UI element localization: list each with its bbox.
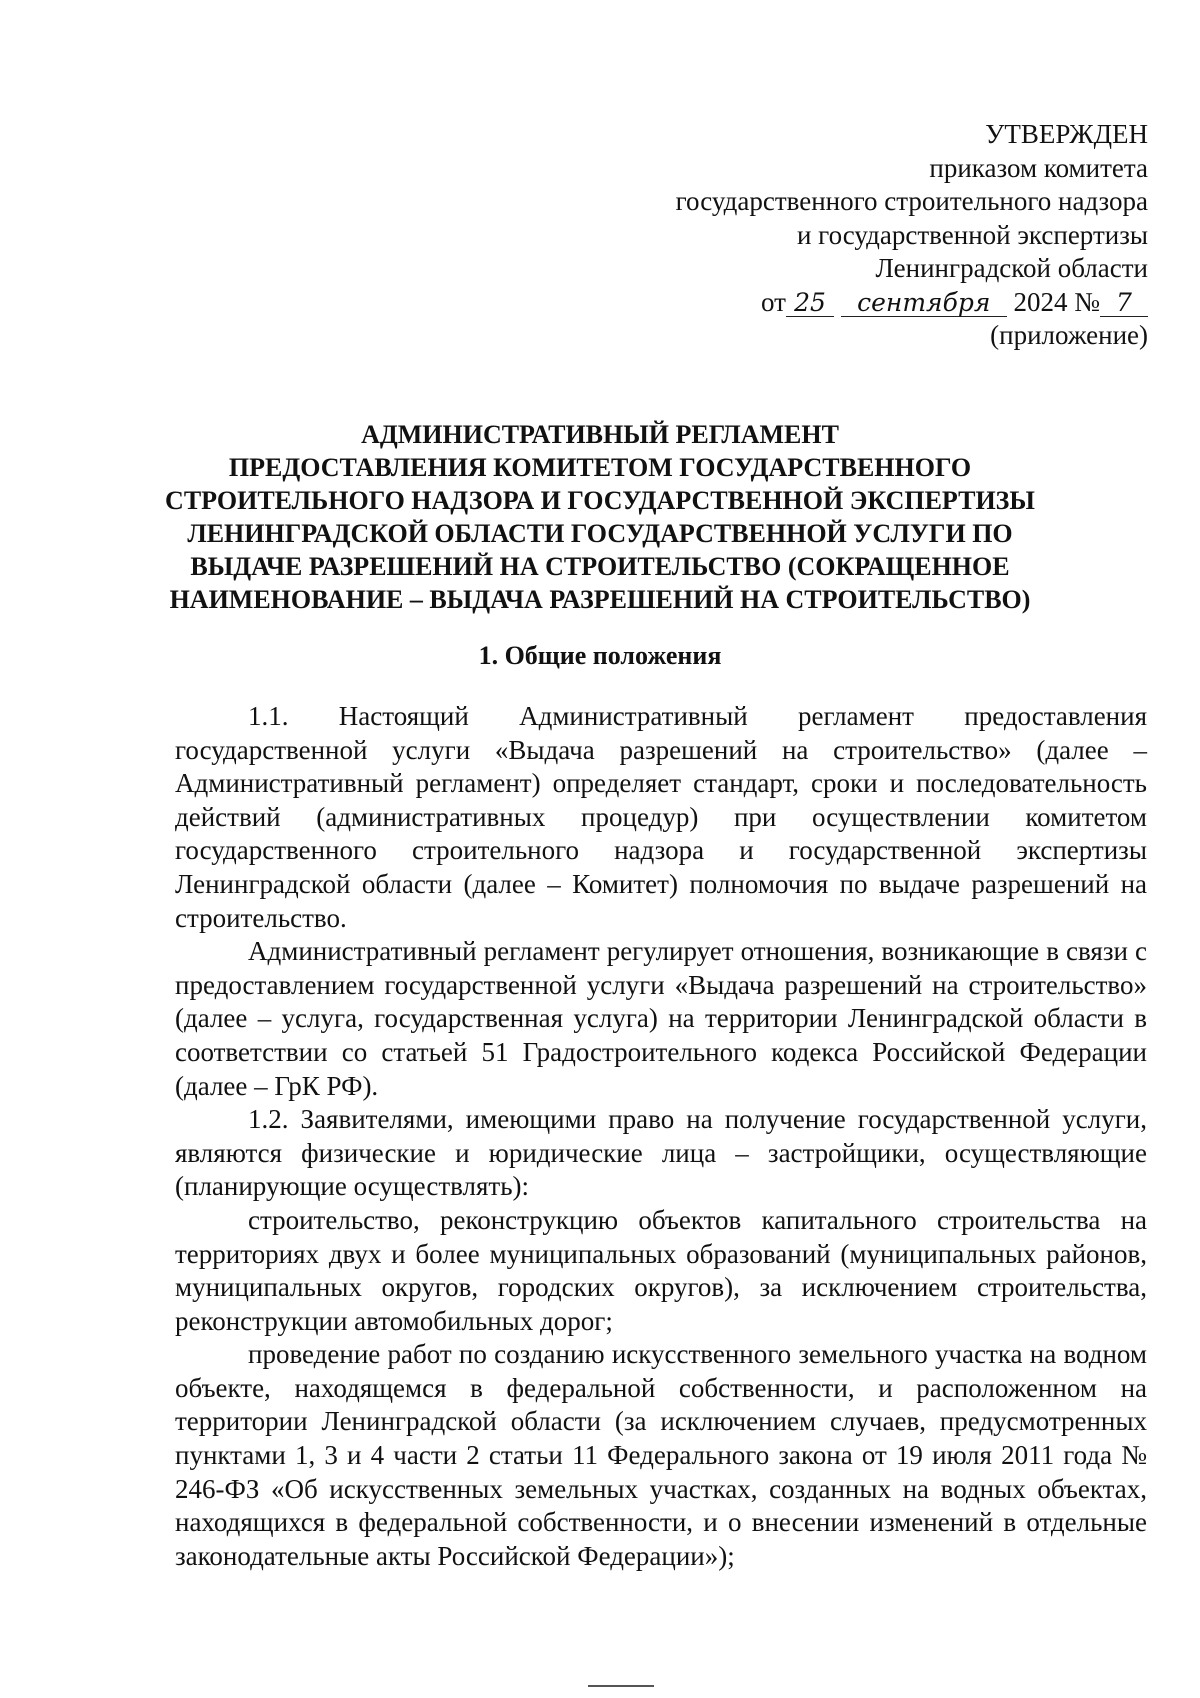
title-line: ПРЕДОСТАВЛЕНИЯ КОМИТЕТОМ ГОСУДАРСТВЕННОГО bbox=[228, 453, 972, 482]
paragraph: Административный регламент регулирует отношения, возникающие в связи с предоставлением государственной услуги «Выдача разрешений на строительство» (далее – услуга, государственная услуга) на территории Ленинградской области в соответствии со статьей 51 Градостроительного кодекса Российской Федерации (далее – ГрК РФ). bbox=[175, 936, 1147, 1101]
title-line: ВЫДАЧЕ РАЗРЕШЕНИЙ НА СТРОИТЕЛЬСТВО (СОКРАЩЕННОЕ bbox=[190, 552, 1010, 581]
approval-note: (приложение) bbox=[990, 320, 1148, 350]
handwritten-day: 25 bbox=[786, 290, 834, 317]
handwritten-month: сентября bbox=[841, 290, 1007, 317]
approval-date-line bbox=[676, 286, 1148, 320]
approval-line: и государственной экспертизы bbox=[796, 219, 1148, 250]
paragraph: 1.2. Заявителями, имеющими право на получение государственной услуги, являются физические и юридические лица – застройщики, осуществляющие (планирующие осуществлять): bbox=[175, 1104, 1147, 1202]
handwritten-doc-number: 7 bbox=[1100, 290, 1148, 317]
page-footer-mark bbox=[588, 1685, 654, 1691]
document-body bbox=[175, 700, 1147, 1573]
date-year-number-label: 2024 № bbox=[1013, 286, 1100, 317]
approval-block bbox=[676, 118, 1148, 353]
approval-line: приказом комитета bbox=[929, 152, 1148, 183]
document-title bbox=[60, 418, 1140, 616]
paragraph: 1.1. Настоящий Административный регламент предоставления государственной услуги «Выдача разрешений на строительство» (далее – Административный регламент) определяет стандарт, сроки и последовательность действий (административных процедур) при осуществлении комитетом государственного строительного надзора и государственной экспертизы Ленинградской области (далее – Комитет) полномочия по выдаче разрешений на строительство. bbox=[175, 701, 1147, 933]
section-heading: 1. Общие положения bbox=[478, 641, 722, 670]
title-line: ЛЕНИНГРАДСКОЙ ОБЛАСТИ ГОСУДАРСТВЕННОЙ УСЛУГИ ПО bbox=[187, 519, 1013, 548]
title-line: АДМИНИСТРАТИВНЫЙ РЕГЛАМЕНТ bbox=[361, 420, 839, 449]
paragraph: строительство, реконструкцию объектов капитального строительства на территориях двух и более муниципальных образований (муниципальных районов, муниципальных округов, городских округов), за исключением строительства, реконструкции автомобильных дорог; bbox=[175, 1204, 1147, 1336]
approval-line: государственного строительного надзора bbox=[675, 186, 1148, 216]
title-line: СТРОИТЕЛЬНОГО НАДЗОРА И ГОСУДАРСТВЕННОЙ ЭКСПЕРТИЗЫ bbox=[165, 486, 1035, 515]
approval-title: УТВЕРЖДЕН bbox=[985, 119, 1148, 149]
approval-line: Ленинградской области bbox=[875, 253, 1148, 283]
title-line: НАИМЕНОВАНИЕ – ВЫДАЧА РАЗРЕШЕНИЙ НА СТРОИТЕЛЬСТВО) bbox=[169, 585, 1031, 614]
date-prefix: от bbox=[761, 286, 786, 317]
paragraph: проведение работ по созданию искусственного земельного участка на водном объекте, находящемся в федеральной собственности, и расположенном на территории Ленинградской области (за исключением случаев, предусмотренных пунктами 1, 3 и 4 части 2 статьи 11 Федерального закона от 19 июля 2011 года № 246-ФЗ «Об искусственных земельных участках, созданных на водных объектах, находящихся в федеральной собственности, и о внесении изменений в отдельные законодательные акты Российской Федерации»); bbox=[175, 1339, 1147, 1571]
